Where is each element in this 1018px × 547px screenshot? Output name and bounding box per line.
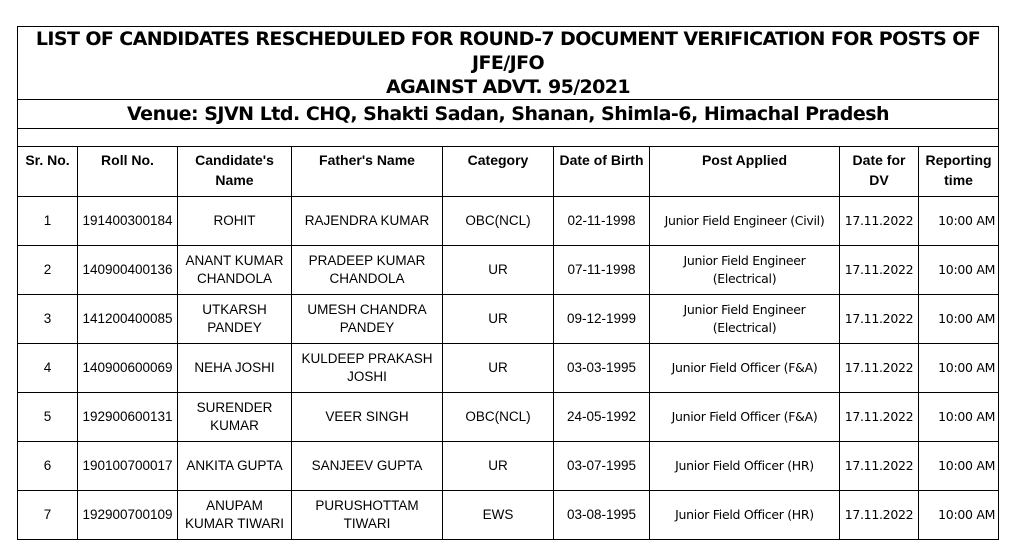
document-title (18, 27, 999, 100)
cell-father-name: KULDEEP PRAKASH JOSHI (292, 344, 443, 393)
cell-father-name: PURUSHOTTAM TIWARI (292, 491, 443, 540)
cell-date-of-birth: 03-07-1995 (554, 442, 650, 491)
cell-date-of-birth: 09-12-1999 (554, 295, 650, 344)
cell-date-for-dv: 17.11.2022 (840, 344, 919, 393)
cell-sr-no: 6 (18, 442, 78, 491)
table-row (18, 393, 999, 442)
cell-candidate-name: NEHA JOSHI (178, 344, 292, 393)
cell-date-of-birth: 07-11-1998 (554, 246, 650, 295)
cell-category: OBC(NCL) (443, 393, 554, 442)
cell-sr-no: 2 (18, 246, 78, 295)
cell-father-name: SANJEEV GUPTA (292, 442, 443, 491)
cell-sr-no: 7 (18, 491, 78, 540)
cell-post-applied: Junior Field Officer (HR) (650, 491, 840, 540)
cell-date-for-dv: 17.11.2022 (840, 246, 919, 295)
cell-date-of-birth: 03-03-1995 (554, 344, 650, 393)
cell-date-of-birth: 02-11-1998 (554, 197, 650, 246)
table-row (18, 295, 999, 344)
header-father-name: Father's Name (292, 147, 443, 197)
header-roll-no: Roll No. (78, 147, 178, 197)
table-row (18, 491, 999, 540)
cell-father-name: VEER SINGH (292, 393, 443, 442)
cell-roll-no: 192900700109 (78, 491, 178, 540)
table-row (18, 344, 999, 393)
cell-sr-no: 3 (18, 295, 78, 344)
title-line-2: AGAINST ADVT. 95/2021 (386, 76, 631, 98)
cell-sr-no: 1 (18, 197, 78, 246)
table-row (18, 246, 999, 295)
cell-roll-no: 192900600131 (78, 393, 178, 442)
cell-sr-no: 4 (18, 344, 78, 393)
cell-date-for-dv: 17.11.2022 (840, 442, 919, 491)
cell-category: UR (443, 344, 554, 393)
header-date-for-dv: Date for DV (840, 147, 919, 197)
cell-sr-no: 5 (18, 393, 78, 442)
cell-candidate-name: SURENDER KUMAR (178, 393, 292, 442)
table-row (18, 442, 999, 491)
cell-candidate-name: ANANT KUMAR CHANDOLA (178, 246, 292, 295)
cell-candidate-name: ROHIT (178, 197, 292, 246)
cell-roll-no: 191400300184 (78, 197, 178, 246)
cell-post-applied: Junior Field Engineer (Electrical) (650, 295, 840, 344)
cell-father-name: UMESH CHANDRA PANDEY (292, 295, 443, 344)
spacer-row (18, 129, 999, 147)
cell-post-applied: Junior Field Officer (F&A) (650, 344, 840, 393)
venue-line: Venue: SJVN Ltd. CHQ, Shakti Sadan, Shanan, Shimla-6, Himachal Pradesh (18, 100, 999, 129)
header-sr-no: Sr. No. (18, 147, 78, 197)
cell-date-for-dv: 17.11.2022 (840, 197, 919, 246)
cell-date-for-dv: 17.11.2022 (840, 393, 919, 442)
table-header-row (18, 147, 999, 197)
cell-reporting-time: 10:00 AM (919, 344, 999, 393)
document-sheet (17, 26, 998, 540)
header-date-of-birth: Date of Birth (554, 147, 650, 197)
cell-post-applied: Junior Field Officer (F&A) (650, 393, 840, 442)
cell-category: UR (443, 442, 554, 491)
cell-reporting-time: 10:00 AM (919, 491, 999, 540)
cell-roll-no: 140900400136 (78, 246, 178, 295)
cell-reporting-time: 10:00 AM (919, 393, 999, 442)
cell-date-of-birth: 24-05-1992 (554, 393, 650, 442)
cell-candidate-name: ANKITA GUPTA (178, 442, 292, 491)
cell-category: UR (443, 246, 554, 295)
cell-roll-no: 140900600069 (78, 344, 178, 393)
cell-category: UR (443, 295, 554, 344)
candidates-table (17, 26, 999, 540)
table-row (18, 197, 999, 246)
cell-reporting-time: 10:00 AM (919, 197, 999, 246)
cell-post-applied: Junior Field Engineer (Electrical) (650, 246, 840, 295)
cell-post-applied: Junior Field Officer (HR) (650, 442, 840, 491)
cell-reporting-time: 10:00 AM (919, 442, 999, 491)
cell-roll-no: 141200400085 (78, 295, 178, 344)
cell-father-name: RAJENDRA KUMAR (292, 197, 443, 246)
cell-candidate-name: UTKARSH PANDEY (178, 295, 292, 344)
header-category: Category (443, 147, 554, 197)
header-reporting-time: Reporting time (919, 147, 999, 197)
cell-reporting-time: 10:00 AM (919, 246, 999, 295)
cell-date-for-dv: 17.11.2022 (840, 295, 919, 344)
cell-candidate-name: ANUPAM KUMAR TIWARI (178, 491, 292, 540)
cell-roll-no: 190100700017 (78, 442, 178, 491)
cell-post-applied: Junior Field Engineer (Civil) (650, 197, 840, 246)
cell-date-for-dv: 17.11.2022 (840, 491, 919, 540)
cell-category: OBC(NCL) (443, 197, 554, 246)
cell-reporting-time: 10:00 AM (919, 295, 999, 344)
cell-category: EWS (443, 491, 554, 540)
header-candidate-name: Candidate's Name (178, 147, 292, 197)
title-line-1: LIST OF CANDIDATES RESCHEDULED FOR ROUND-7 DOCUMENT VERIFICATION FOR POSTS OF JFE/JFO (35, 28, 981, 74)
cell-date-of-birth: 03-08-1995 (554, 491, 650, 540)
header-post-applied: Post Applied (650, 147, 840, 197)
cell-father-name: PRADEEP KUMAR CHANDOLA (292, 246, 443, 295)
